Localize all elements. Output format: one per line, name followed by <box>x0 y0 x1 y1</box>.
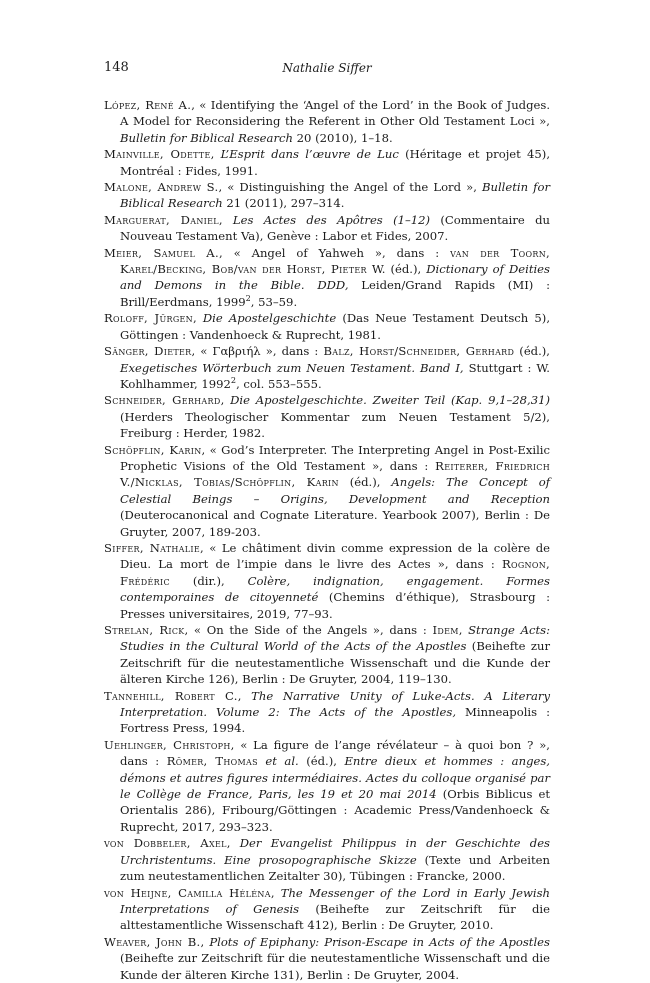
entry-text: , <box>218 212 233 227</box>
entry-text: , 53–59. <box>250 294 298 309</box>
page-header <box>104 60 550 80</box>
entry-text: , <box>220 393 231 408</box>
entry-text: (éd.), <box>338 475 392 490</box>
entry-text: , <box>270 885 281 900</box>
entry-title: L’Esprit dans l’œuvre de Luc <box>220 147 399 162</box>
entry-text: (Chemins d’éthique), Strasbourg : Presses universitaires, 2019, 77–93. <box>120 590 550 621</box>
entry-author: López, René A. <box>104 98 192 112</box>
bibliography-entry <box>104 835 550 884</box>
entry-title: Les Actes des Apôtres (1–12) <box>232 212 431 227</box>
entry-author: Strelan, Rick <box>104 623 185 637</box>
entry-text: (Herders Theologischer Kommentar zum Neuen Testament 5/2), Freiburg : Herder, 1982. <box>120 409 550 441</box>
bibliography-entry <box>104 688 550 737</box>
entry-author: Mainville, Odette <box>104 147 211 162</box>
bibliography-entry <box>104 212 550 245</box>
entry-author: Siffer, Nathalie <box>104 540 200 555</box>
entry-author: Schneider, Gerhard <box>104 393 221 408</box>
entry-editors: Römer, Thomas <box>166 754 258 769</box>
bibliography-entry <box>104 540 550 622</box>
entry-title: Die Apostelgeschichte <box>202 311 337 326</box>
entry-text: , <box>200 934 210 949</box>
entry-title: Colère, indignation, engagement. Formes contemporaines de citoyenneté <box>120 573 550 605</box>
entry-superscript: 2 <box>245 293 251 304</box>
bibliography-entry <box>104 179 550 212</box>
bibliography-entry <box>104 885 550 934</box>
entry-title: Bulletin for Biblical Research <box>120 130 293 145</box>
bibliography-entry <box>104 146 550 179</box>
entry-text: , <box>237 688 252 703</box>
entry-title: Strange Acts: Studies in the Cultural World of the Acts of the Apostles <box>120 623 551 654</box>
entry-text: , <box>226 836 240 851</box>
entry-text: , « Le châtiment divin comme expression de la colère de Dieu. La mort de l’impie dans le livre des Actes », dans : <box>120 540 551 572</box>
entry-text: , « La figure de l’ange révélateur – à quoi bon ? », dans : <box>120 737 550 769</box>
page-number: 148 <box>104 60 129 75</box>
entry-text: , <box>210 147 221 162</box>
entry-text: (Beihefte zur Zeitschrift für die neutestamentliche Wissenschaft und die Kunde der älteren Kirche 131), Berlin : De Gruyter, 2004. <box>120 951 550 982</box>
entry-editors: Reiterer, Friedrich V./Nicklas, Tobias/Schöpflin, Karin <box>120 458 550 490</box>
entry-text: Stuttgart : W. Kohlhammer, 1992 <box>120 360 550 391</box>
entry-text: W. (éd.), <box>366 262 427 277</box>
entry-title: et al. <box>265 754 299 769</box>
entry-title: Angels: The Concept of Celestial Beings – Origins, Development and Reception <box>120 475 550 506</box>
entry-editors: Idem <box>432 623 459 637</box>
entry-author: Malone, Andrew S. <box>104 180 219 195</box>
entry-text: (Das Neue Testament Deutsch 5), Göttingen : Vandenhoeck & Ruprecht, 1981. <box>120 311 551 342</box>
bibliography-entry <box>104 392 550 441</box>
entry-title: Plots of Epiphany: Prison-Escape in Acts of the Apostles <box>209 934 550 949</box>
entry-text: (Orbis Biblicus et Orientalis 286), Fribourg/Göttingen : Academic Press/Vandenhoeck & Ruprecht, 2017, 293–323. <box>120 787 550 834</box>
bibliography-entry <box>104 310 550 343</box>
entry-text: (éd.), <box>514 344 550 359</box>
entry-author: von Heijne, Camilla Héléna <box>104 885 271 900</box>
entry-text: (éd.), <box>298 754 345 769</box>
bibliography-entry <box>104 622 550 688</box>
entry-text: (Texte und Arbeiten zum neutestamentlichen Zeitalter 30), Tübingen : Francke, 2000. <box>120 852 550 884</box>
entry-text: , col. 553–555. <box>236 376 322 391</box>
entry-title: Dictionary of Deities and Demons in the Bible. DDD, <box>120 262 550 293</box>
entry-title: Der Evangelist Philippus in der Geschichte des Urchristentums. Eine prosopographische Skizze <box>120 836 550 867</box>
entry-text: (Deuterocanonical and Cognate Literature. Yearbook 2007), Berlin : De Gruyter, 2007, 189-203. <box>120 508 550 539</box>
entry-author: Meier, Samuel A. <box>104 245 219 260</box>
entry-author: Roloff, Jürgen <box>104 311 193 326</box>
entry-superscript: 2 <box>230 375 237 386</box>
entry-text: , « Angel of Yahweh », dans : <box>218 245 451 260</box>
entry-title: Exegetisches Wörterbuch zum Neuen Testament. Band I, <box>120 360 464 375</box>
entry-editors: van der Toorn, Karel/Becking, Bob/van der Horst, Pieter <box>120 245 550 277</box>
bibliography-entry <box>104 442 550 540</box>
entry-text: 21 (2011), 297–314. <box>222 196 345 211</box>
entry-author: von Dobbeler, Axel <box>104 836 227 851</box>
entry-text: Leiden/Grand Rapids (MI) : Brill/Eerdmans, 1999 <box>120 278 550 309</box>
entry-text: (Beihefte zur Zeitschrift für die alttestamentliche Wissenschaft 412), Berlin : De Gruyter, 2010. <box>120 901 550 933</box>
entry-editors: Rognon, Frédéric <box>120 557 550 588</box>
bibliography-entry <box>104 97 550 146</box>
entry-text: , <box>192 311 203 326</box>
entry-title: The Narrative Unity of Luke-Acts. A Literary Interpretation. Volume 2: The Acts of the Apostles, <box>120 688 550 720</box>
bibliography-entry <box>104 737 550 835</box>
running-head: Nathalie Siffer <box>282 61 372 75</box>
entry-author: Uehlinger, Christoph <box>104 737 231 752</box>
entry-title: Die Apostelgeschichte. Zweiter Teil (Kap. 9,1–28,31) <box>230 393 551 408</box>
entry-author: Sänger, Dieter <box>104 344 192 359</box>
entry-title: Bulletin for Biblical Research <box>120 180 550 211</box>
entry-title: The Messenger of the Lord in Early Jewish Interpretations of Genesis <box>120 885 550 916</box>
bibliography-entry <box>104 245 550 311</box>
entry-author: Weaver, John B. <box>104 934 201 949</box>
entry-editors: Balz, Horst/Schneider, Gerhard <box>323 344 515 359</box>
entry-author: Schöpflin, Karin <box>104 442 202 457</box>
entry-author: Tannehill, Robert C. <box>104 688 238 703</box>
entry-text: (Héritage et projet 45), Montréal : Fides, 1991. <box>120 147 551 178</box>
bibliography-entry <box>104 343 550 392</box>
entry-text: , « Identifying the ‘Angel of the Lord’ in the Book of Judges. A Model for Reconsidering the Referent in Other Old Testament Loci », <box>120 98 551 129</box>
entry-text: (Beihefte zur Zeitschrift für die neutestamentliche Wissenschaft und die Kunde der älteren Kirche 126), Berlin : De Gruyter, 2004, 119–130. <box>120 639 550 687</box>
bibliography-list <box>104 97 550 983</box>
entry-author: Marguerat, Daniel <box>104 212 219 227</box>
entry-text: , « Distinguishing the Angel of the Lord », <box>218 180 482 195</box>
bibliography-entry <box>104 934 550 983</box>
entry-text: , « On the Side of the Angels », dans : <box>184 623 433 637</box>
entry-text: 20 (2010), 1–18. <box>292 130 393 145</box>
entry-title: Entre dieux et hommes : anges, démons et autres figures intermédiaires. Actes du colloque organisé par le Collège de France, Paris, les 19 et 20 mai 2014 <box>120 754 550 802</box>
entry-text: , « God’s Interpreter. The Interpreting Angel in Post-Exilic Prophetic Visions of the Old Testament », dans : <box>120 442 550 473</box>
entry-text: , « Γαβριήλ », dans : <box>191 344 324 359</box>
entry-text: , <box>458 623 469 637</box>
entry-text: Minneapolis : Fortress Press, 1994. <box>120 705 550 736</box>
entry-text: (dir.), <box>169 573 248 588</box>
entry-text: (Commentaire du Nouveau Testament Va), Genève : Labor et Fides, 2007. <box>120 212 551 244</box>
